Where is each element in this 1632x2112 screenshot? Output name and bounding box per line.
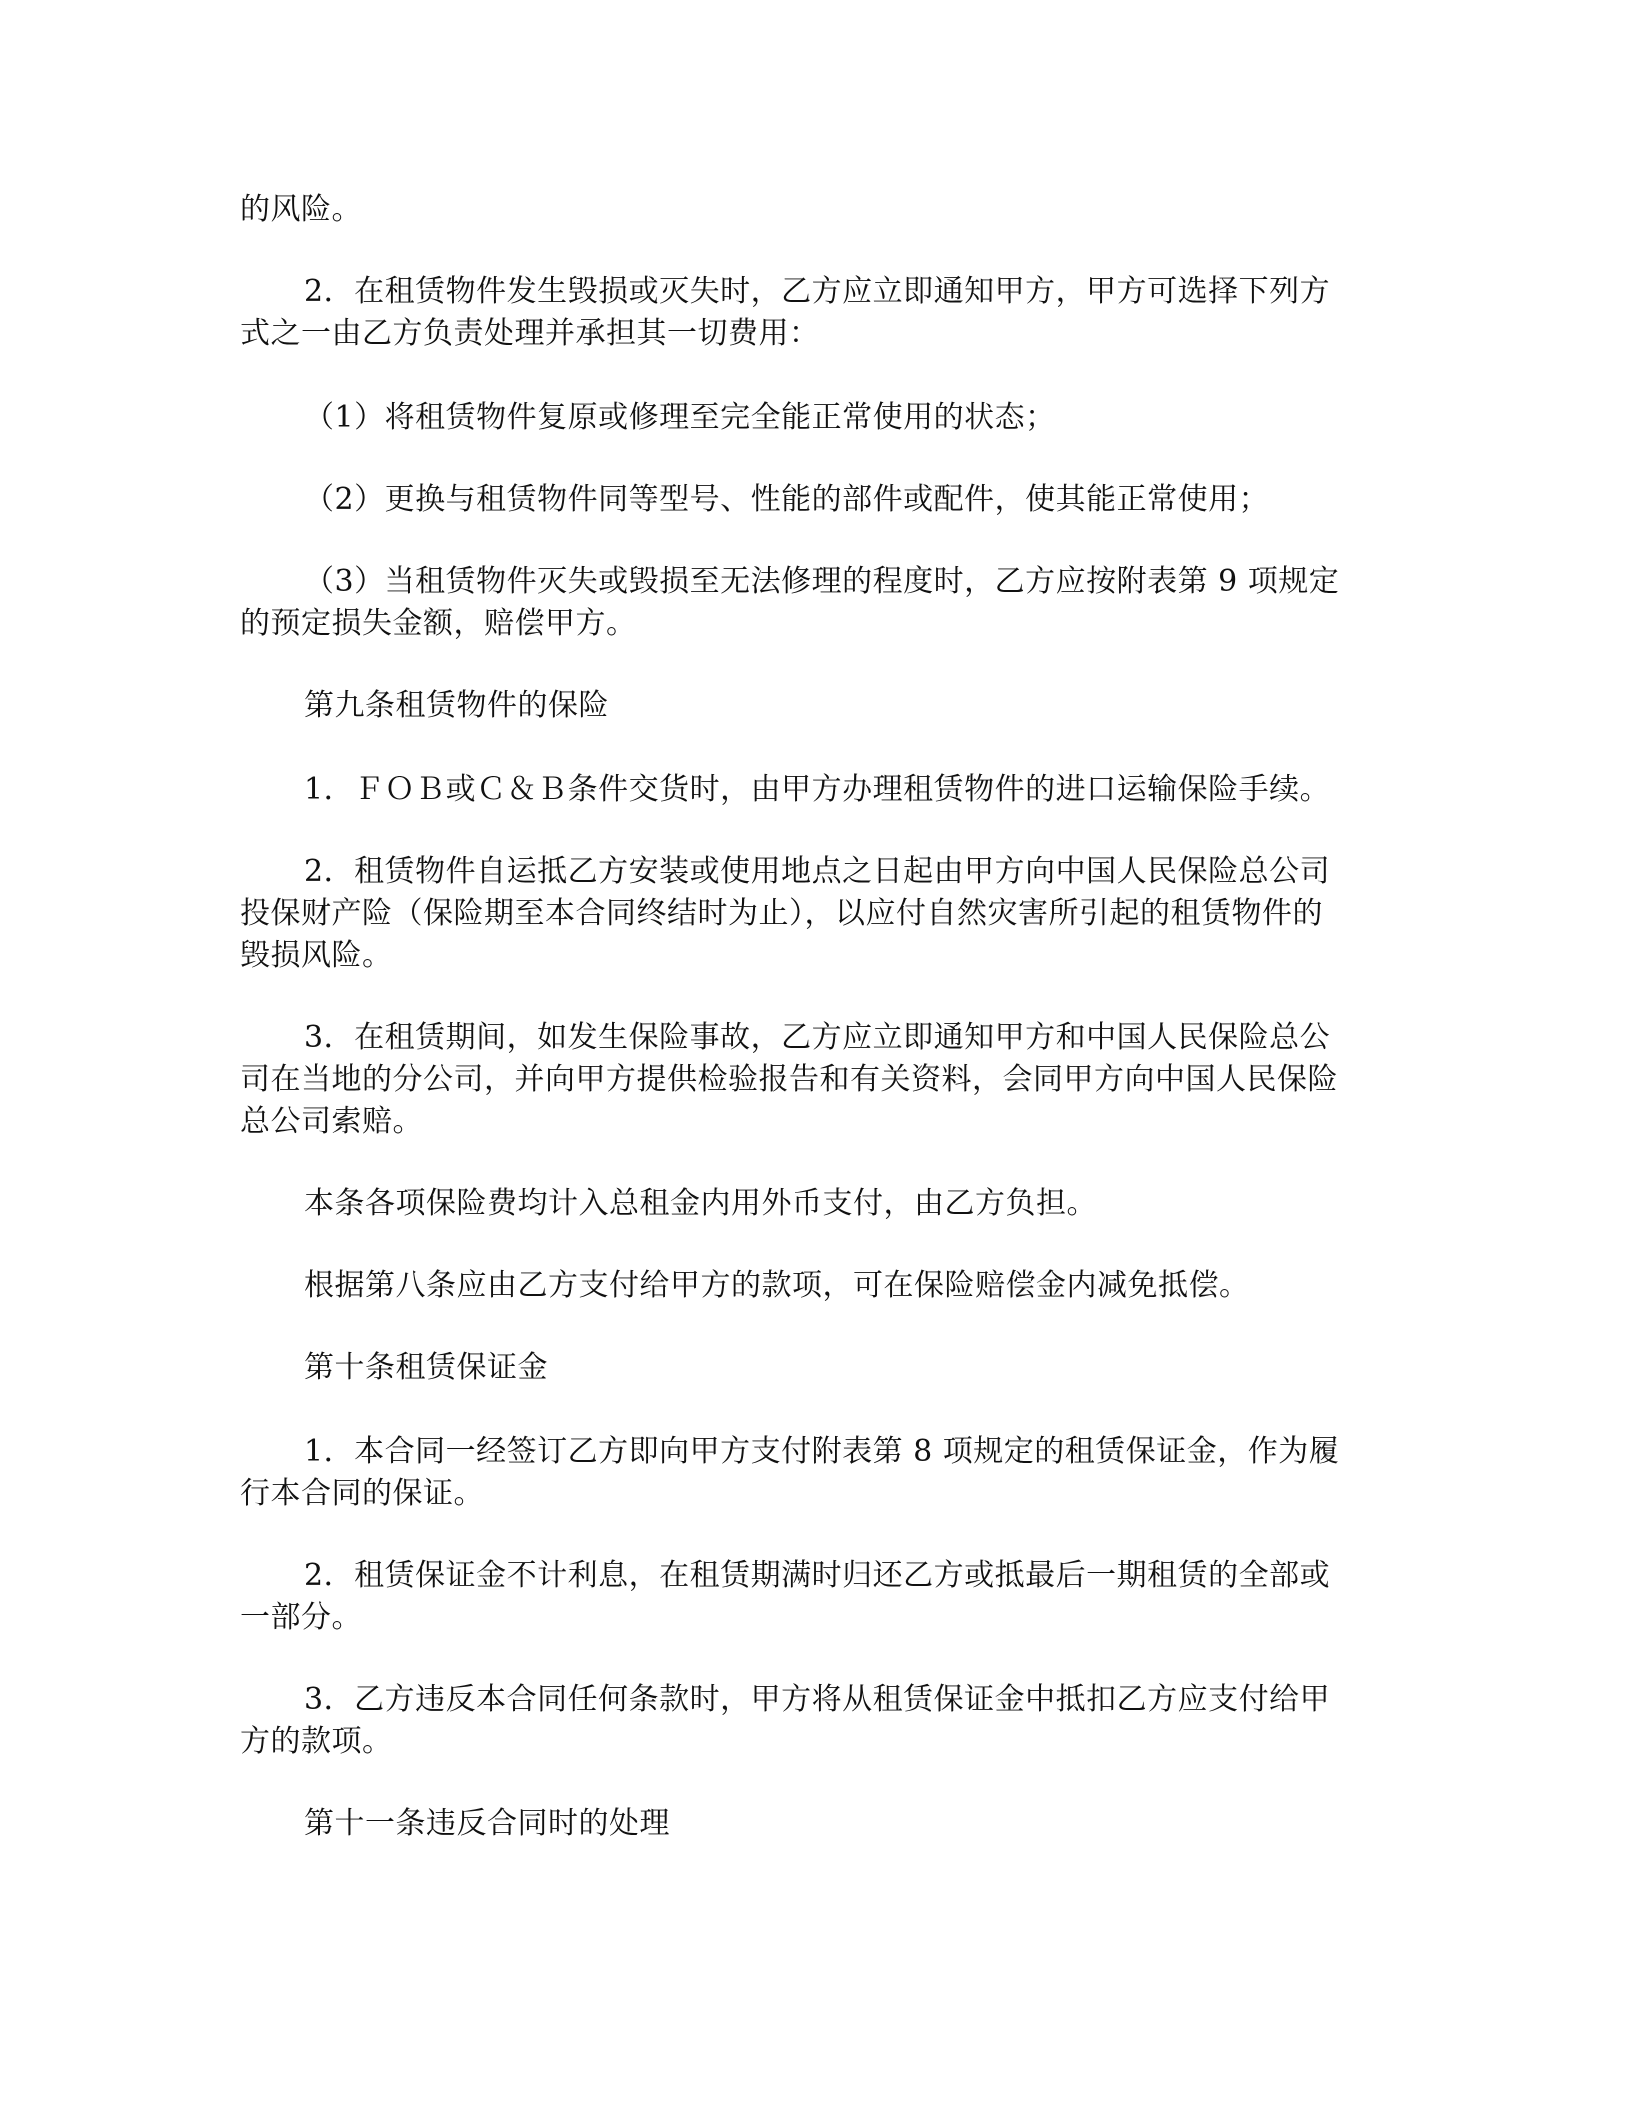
section-heading: 第九条租赁物件的保险 — [304, 688, 609, 723]
text-line: 根据第八条应由乙方支付给甲方的款项，可在保险赔偿金内减免抵偿。 — [304, 1268, 1250, 1303]
text-line: 司在当地的分公司，并向甲方提供检验报告和有关资料，会同甲方向中国人民保险 — [240, 1062, 1338, 1097]
text-line: 的风险。 — [240, 192, 362, 227]
document-page — [240, 0, 1380, 2112]
text-line: 2．租赁物件自运抵乙方安装或使用地点之日起由甲方向中国人民保险总公司 — [304, 854, 1331, 889]
text-line: 一部分。 — [240, 1600, 362, 1635]
section-heading: 第十一条违反合同时的处理 — [304, 1806, 670, 1841]
text-line: 式之一由乙方负责处理并承担其一切费用： — [240, 316, 820, 351]
text-line: 行本合同的保证。 — [240, 1476, 484, 1511]
text-line: 1．本合同一经签订乙方即向甲方支付附表第 8 项规定的租赁保证金，作为履 — [304, 1434, 1340, 1469]
text-line: 1．ＦＯＢ或Ｃ＆Ｂ条件交货时，由甲方办理租赁物件的进口运输保险手续。 — [304, 772, 1331, 807]
text-line: 投保财产险（保险期至本合同终结时为止），以应付自然灾害所引起的租赁物件的 — [240, 896, 1323, 931]
text-line: 2．在租赁物件发生毁损或灭失时，乙方应立即通知甲方，甲方可选择下列方 — [304, 274, 1331, 309]
text-line: 的预定损失金额，赔偿甲方。 — [240, 606, 637, 641]
text-line: （1）将租赁物件复原或修理至完全能正常使用的状态； — [304, 400, 1056, 435]
text-line: 2．租赁保证金不计利息，在租赁期满时归还乙方或抵最后一期租赁的全部或 — [304, 1558, 1331, 1593]
text-line: 本条各项保险费均计入总租金内用外币支付，由乙方负担。 — [304, 1186, 1097, 1221]
text-line: 毁损风险。 — [240, 938, 393, 973]
text-line: （2）更换与租赁物件同等型号、性能的部件或配件，使其能正常使用； — [304, 482, 1270, 517]
text-line: 3．在租赁期间，如发生保险事故，乙方应立即通知甲方和中国人民保险总公 — [304, 1020, 1331, 1055]
text-line: 3．乙方违反本合同任何条款时，甲方将从租赁保证金中抵扣乙方应支付给甲 — [304, 1682, 1331, 1717]
section-heading: 第十条租赁保证金 — [304, 1350, 548, 1385]
text-line: （3）当租赁物件灭失或毁损至无法修理的程度时，乙方应按附表第 9 项规定 — [304, 564, 1340, 599]
text-line: 方的款项。 — [240, 1724, 393, 1759]
text-line: 总公司索赔。 — [240, 1104, 423, 1139]
